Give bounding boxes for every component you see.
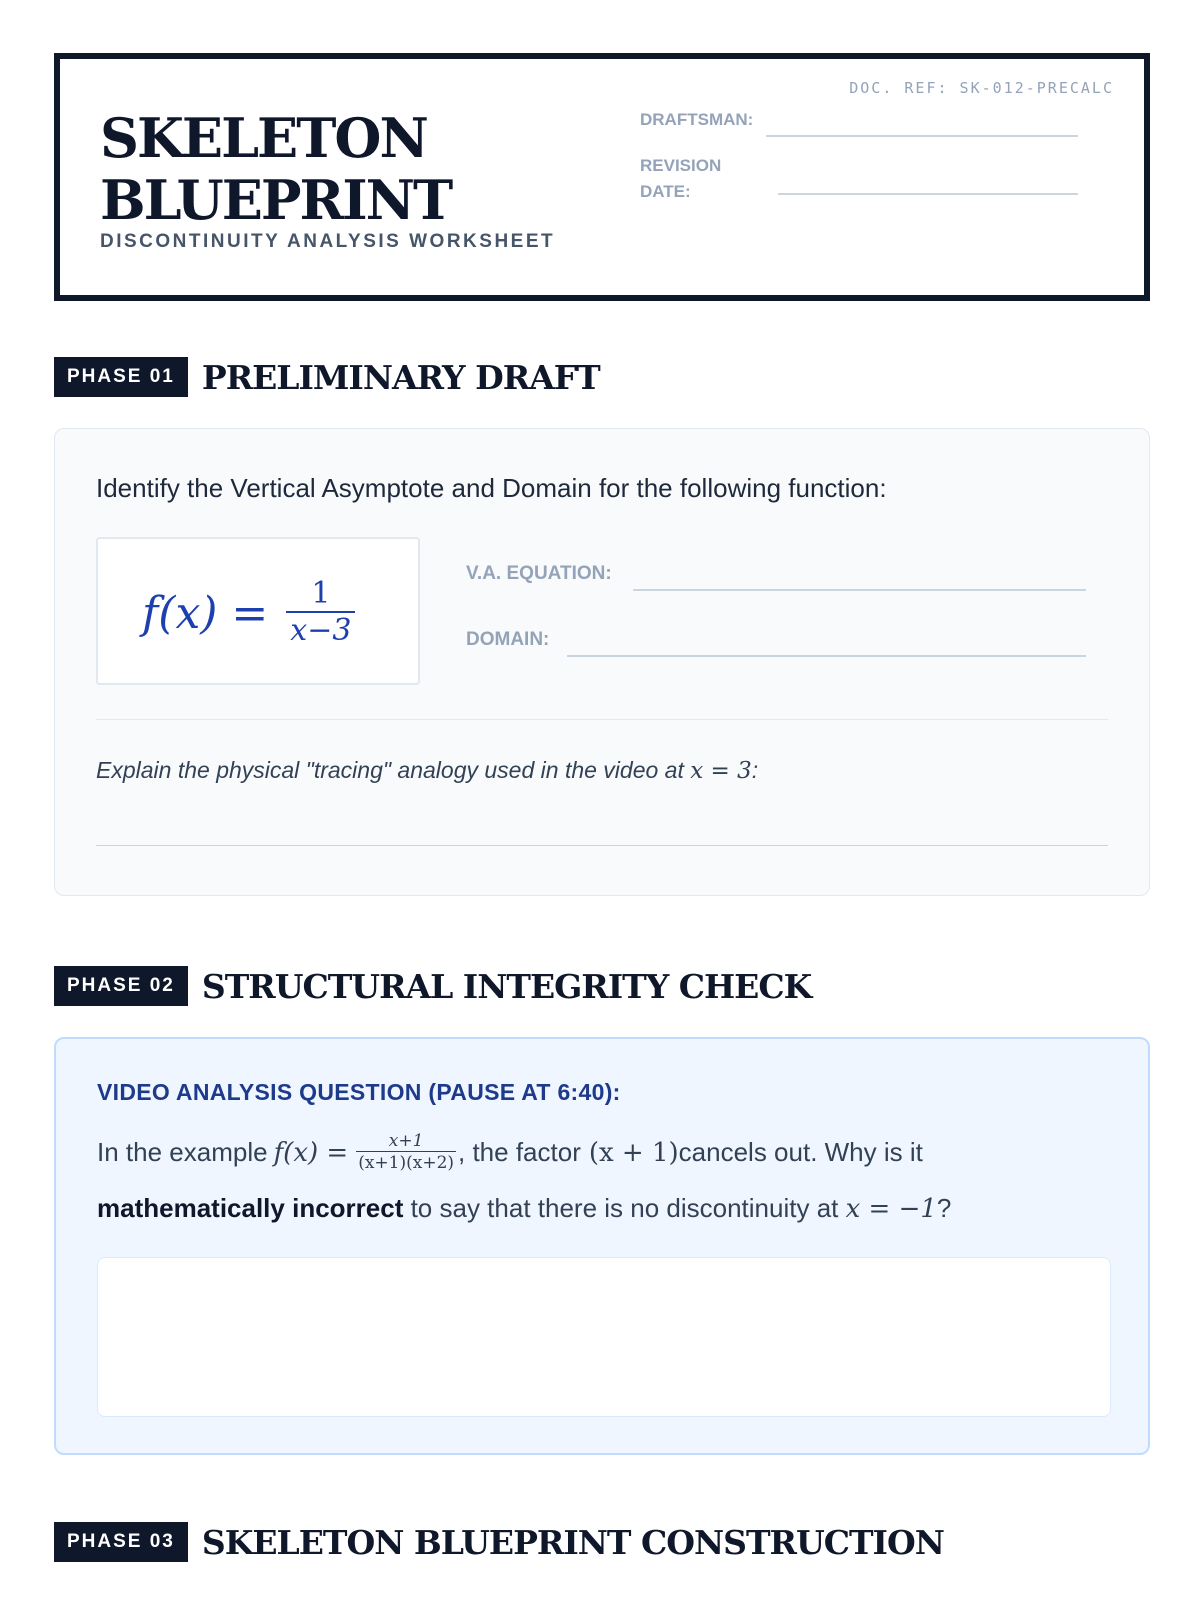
explain-prefix: Explain the physical "tracing" analogy used in the video at [96, 757, 691, 783]
explain-math: x = 3 [690, 758, 752, 784]
draftsman-field[interactable] [766, 135, 1078, 137]
phase-01-card [54, 428, 1150, 896]
line1-factor: (x + 1) [588, 1137, 679, 1168]
video-question-line-2 [97, 1193, 951, 1224]
phase-01-title: PRELIMINARY DRAFT [201, 357, 600, 397]
domain-field[interactable] [567, 655, 1086, 657]
section-divider [96, 719, 1108, 720]
phase-01-heading [54, 357, 600, 397]
revision-date-field[interactable] [778, 193, 1078, 195]
phase-01-prompt: Identify the Vertical Asymptote and Domain for the following function: [96, 473, 887, 503]
line1-suffix: cancels out. Why is it [678, 1137, 923, 1167]
video-question-heading: VIDEO ANALYSIS QUESTION (PAUSE AT 6:40): [97, 1079, 621, 1105]
line1-fraction-numerator: x+1 [388, 1131, 424, 1151]
page-subtitle: DISCONTINUITY ANALYSIS WORKSHEET [100, 231, 556, 252]
line2-end: ? [936, 1193, 952, 1223]
worksheet-header [54, 53, 1150, 301]
function-box [96, 537, 420, 685]
explain-suffix: : [751, 757, 759, 783]
revision-label-line-1: REVISION [640, 156, 722, 175]
explain-prompt [96, 757, 758, 784]
phase-03-badge: PHASE 03 [54, 1522, 188, 1562]
explain-answer-line[interactable] [96, 845, 1108, 846]
title-line-2: BLUEPRINT [100, 168, 452, 232]
phase-01-badge: PHASE 01 [54, 357, 188, 397]
video-question-answer-box[interactable] [97, 1257, 1111, 1417]
phase-03-title: SKELETON BLUEPRINT CONSTRUCTION [201, 1522, 944, 1562]
function-formula [142, 577, 355, 649]
va-equation-label: V.A. EQUATION: [466, 563, 612, 584]
function-denominator: x−3 [286, 611, 355, 649]
video-question-line-1 [97, 1131, 923, 1174]
line2-text: to say that there is no discontinuity at [403, 1193, 846, 1223]
line1-fraction [356, 1131, 456, 1174]
line2-math: x = −1 [845, 1194, 937, 1224]
va-equation-field[interactable] [633, 589, 1086, 591]
page-title [100, 107, 451, 231]
revision-date-label [640, 153, 721, 205]
phase-02-title: STRUCTURAL INTEGRITY CHECK [201, 966, 812, 1006]
line1-fraction-denominator: (x+1)(x+2) [358, 1153, 455, 1173]
line1-prefix: In the example [97, 1137, 268, 1167]
line1-fx: f(x) = [273, 1137, 349, 1168]
line2-bold: mathematically incorrect [97, 1193, 404, 1223]
function-numerator: 1 [311, 576, 331, 611]
function-fraction [286, 577, 355, 649]
phase-03-heading [54, 1522, 944, 1562]
function-lhs: f(x) = [142, 587, 269, 639]
draftsman-label: DRAFTSMAN: [640, 110, 754, 129]
phase-02-heading [54, 966, 811, 1006]
revision-label-line-2: DATE: [640, 182, 691, 201]
phase-02-badge: PHASE 02 [54, 966, 188, 1006]
domain-label: DOMAIN: [466, 629, 550, 650]
phase-02-card [54, 1037, 1150, 1455]
doc-ref: DOC. REF: SK-012-PRECALC [849, 79, 1114, 97]
title-line-1: SKELETON [100, 106, 427, 170]
line1-mid: , the factor [458, 1137, 581, 1167]
